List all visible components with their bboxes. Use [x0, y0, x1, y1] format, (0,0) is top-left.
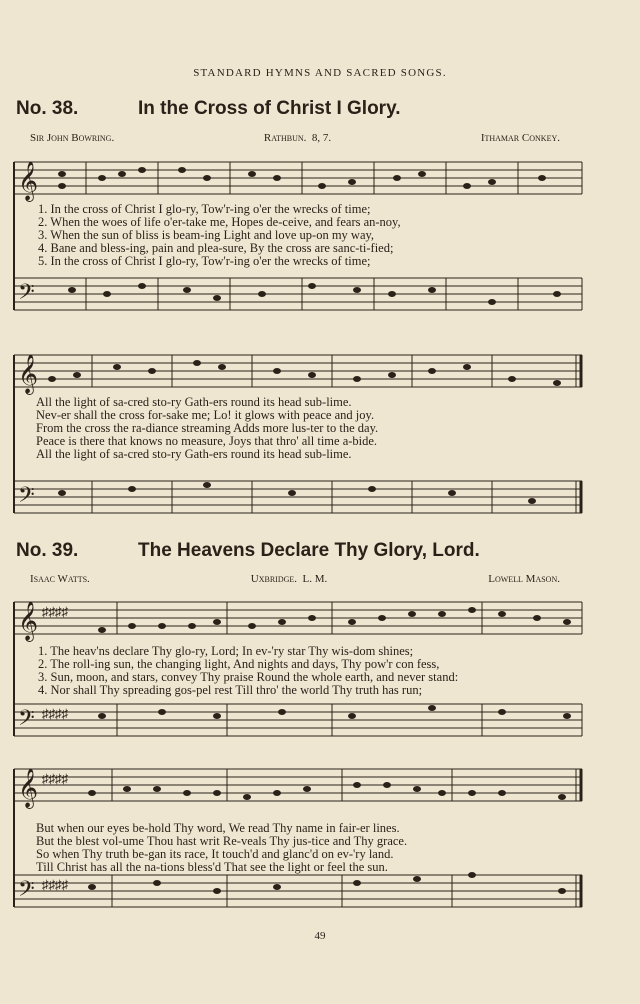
refrain-line: So when Thy truth be-gan its race, It touch'd and glanc'd on ev-'ry land. — [36, 847, 394, 861]
hymn-title — [16, 98, 616, 120]
composer: Lowell Mason. — [488, 573, 560, 585]
tune-and-meter — [264, 132, 331, 144]
refrain-line: Peace is there that knows no measure, Joys that thro' all time a-bide. — [36, 434, 378, 448]
tune-and-meter — [251, 573, 328, 585]
author: Sir John Bowring. — [30, 132, 115, 144]
svg-text:𝄞: 𝄞 — [18, 603, 39, 640]
author: Isaac Watts. — [30, 573, 90, 585]
refrain-line: But when our eyes be-hold Thy word, We read Thy name in fair-er lines. — [36, 821, 400, 835]
svg-text:𝄞: 𝄞 — [18, 163, 39, 200]
svg-text:♯♯♯♯: ♯♯♯♯ — [42, 604, 68, 619]
tune-name: Rathbun. — [263, 132, 307, 144]
refrain-line: All the light of sa-cred sto-ry Gath-ers round its head sub-lime. — [36, 447, 352, 461]
svg-text:𝄢: 𝄢 — [18, 280, 35, 309]
svg-text:♯♯♯♯: ♯♯♯♯ — [42, 771, 68, 786]
refrain-line: From the cross the ra-diance streaming Adds more lus-ter to the day. — [36, 421, 379, 435]
refrain-line: But the blest vol-ume Thou hast writ Re-veals Thy jus-tice and Thy grace. — [36, 834, 408, 848]
svg-text:♯♯♯♯: ♯♯♯♯ — [42, 877, 68, 892]
hymn-credits — [30, 573, 560, 585]
verse-line: 1. The heav'ns declare Thy glo-ry, Lord; In ev-'ry star Thy wis-dom shines; — [38, 644, 414, 658]
svg-text:𝄞: 𝄞 — [18, 770, 39, 807]
svg-text:𝄞: 𝄞 — [18, 356, 39, 393]
verse-line: 2. When the woes of life o'er-take me, Hopes de-ceive, and fears an-noy, — [38, 215, 401, 229]
svg-text:𝄢: 𝄢 — [18, 877, 35, 906]
hymn-name: The Heavens Declare Thy Glory, Lord. — [138, 540, 480, 561]
hymn-title — [16, 540, 616, 562]
verse-line: 4. Bane and bless-ing, pain and plea-sure, By the cross are sanc-ti-fied; — [38, 241, 394, 255]
meter: 8, 7. — [311, 132, 332, 144]
composer: Ithamar Conkey. — [480, 132, 560, 144]
hymn-credits — [30, 132, 560, 144]
verse-lines — [38, 645, 570, 697]
svg-text:♯♯♯♯: ♯♯♯♯ — [42, 706, 68, 721]
hymn-number: No. 39. — [16, 540, 79, 561]
hymn-name: In the Cross of Christ I Glory. — [138, 98, 401, 119]
hymn-number: No. 38. — [16, 98, 79, 119]
refrain-line: Till Christ has all the na-tions bless'd That see the light or feel the sun. — [36, 860, 388, 874]
svg-text:𝄢: 𝄢 — [18, 706, 35, 735]
page-number: 49 — [314, 930, 326, 942]
verse-line: 2. The roll-ing sun, the changing light, And nights and days, Thy pow'r con fess, — [38, 657, 440, 671]
svg-text:𝄢: 𝄢 — [18, 483, 35, 512]
verse-line: 3. When the sun of bliss is beam-ing Light and love up-on my way, — [38, 228, 375, 242]
verse-line: 1. In the cross of Christ I glo-ry, Tow'r-ing o'er the wrecks of time; — [38, 202, 371, 216]
meter: L. M. — [302, 573, 328, 585]
verse-line: 5. In the cross of Christ I glo-ry, Tow'r-ing o'er the wrecks of time; — [38, 254, 371, 268]
verse-line: 4. Nor shall Thy spreading gos-pel rest Till thro' the world Thy truth has run; — [38, 683, 423, 697]
verse-lines — [38, 203, 570, 268]
verse-line: 3. Sun, moon, and stars, convey Thy praise Round the whole earth, and never stand: — [38, 670, 459, 684]
refrain-lines — [36, 396, 568, 461]
refrain-lines — [36, 822, 568, 874]
running-head: STANDARD HYMNS AND SACRED SONGS. — [193, 67, 447, 79]
refrain-line: All the light of sa-cred sto-ry Gath-ers round its head sub-lime. — [36, 395, 352, 409]
refrain-line: Nev-er shall the cross for-sake me; Lo! it glows with peace and joy. — [36, 408, 375, 422]
tune-name: Uxbridge. — [250, 573, 298, 585]
